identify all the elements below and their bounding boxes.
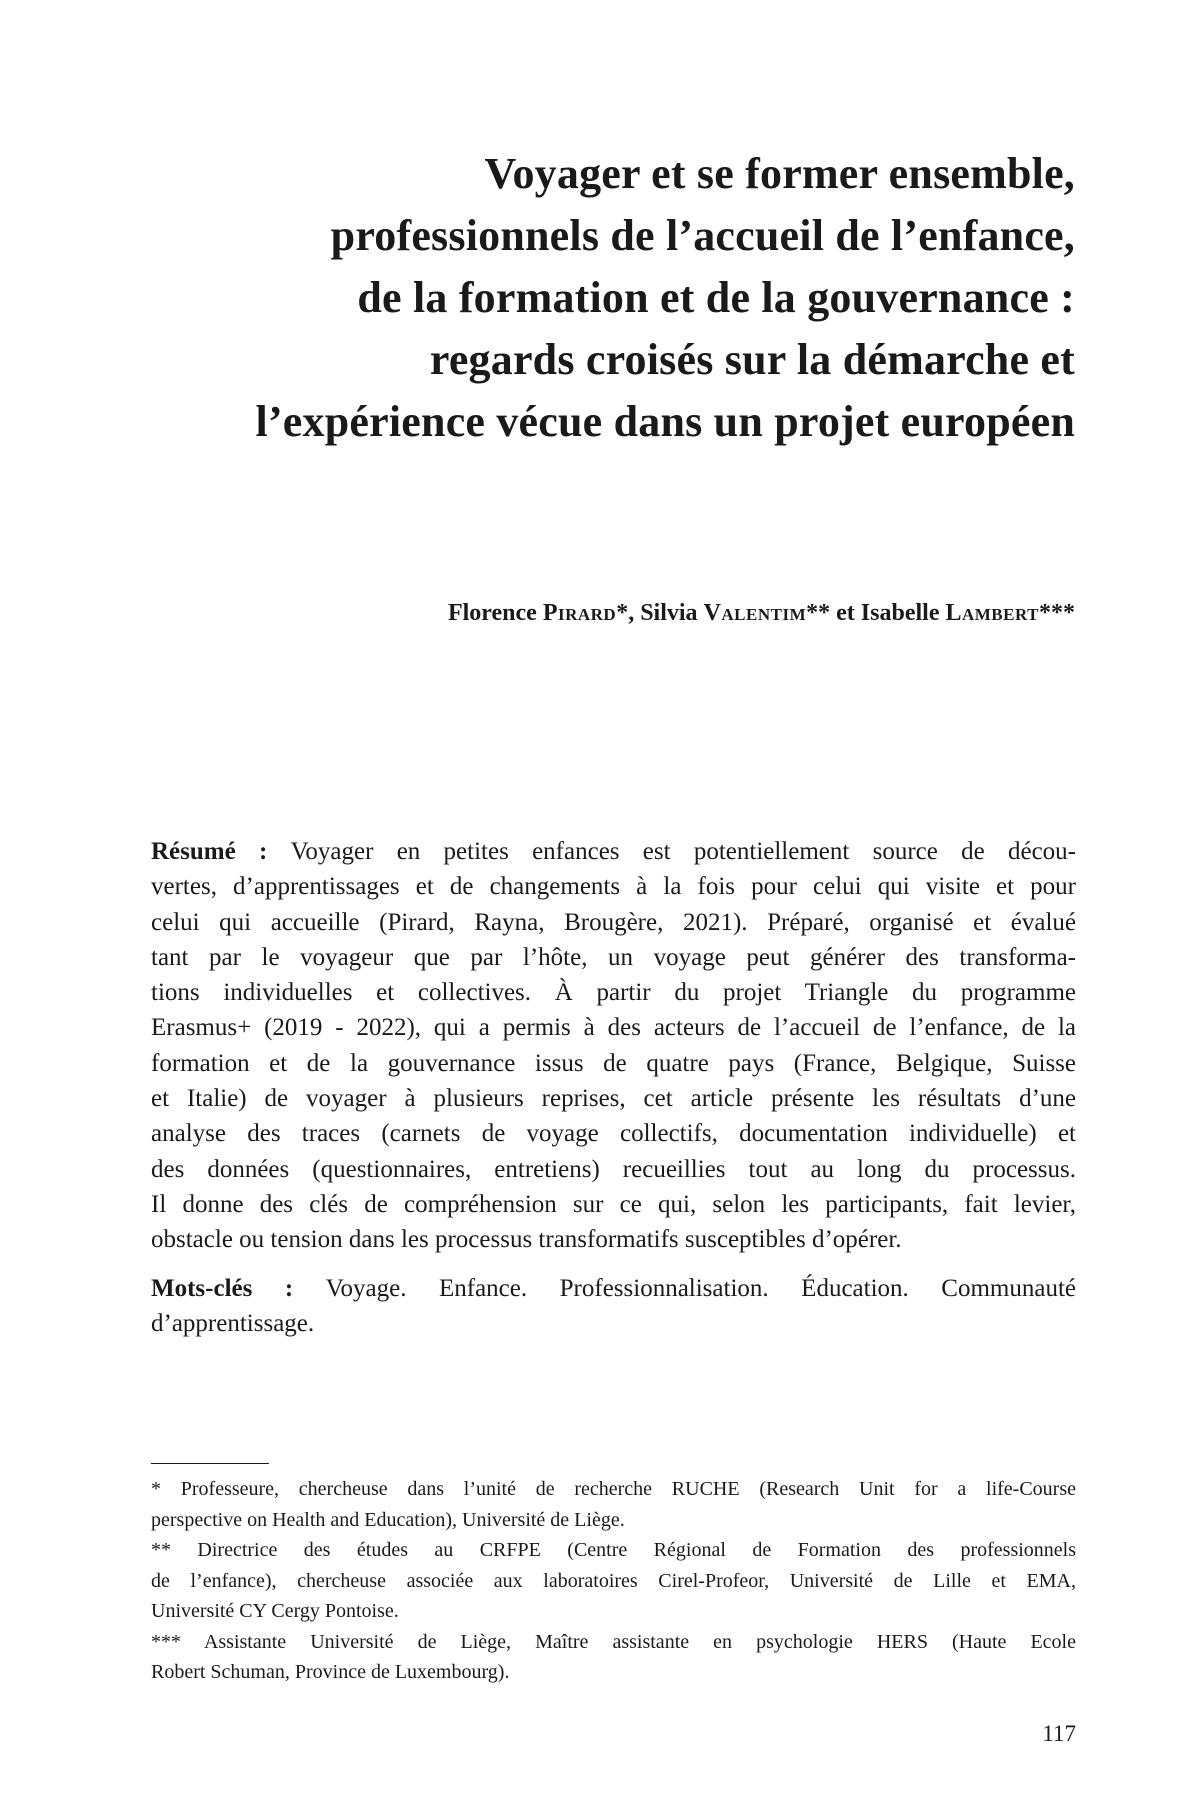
footnote-line: Université CY Cergy Pontoise. [151, 1600, 399, 1622]
abstract [151, 834, 1076, 1258]
author-last-name: Valentim [703, 600, 807, 626]
keywords-line [151, 1271, 1076, 1306]
footnote-marker: *, [616, 600, 641, 626]
title-line: professionnels de l’accueil de l’enfance, [330, 211, 1075, 260]
abstract-line: des données (questionnaires, entretiens) recueillies tout au long du processus. [151, 1155, 1076, 1183]
abstract-line: analyse des traces (carnets de voyage collectifs, documentation individuelle) et [151, 1120, 1076, 1148]
author-first-name: Florence [447, 600, 543, 626]
footnotes [151, 1474, 1076, 1688]
article-title [140, 143, 1075, 453]
footnote-line: Robert Schuman, Province de Luxembourg). [151, 1661, 510, 1683]
abstract-line: tant par le voyageur que par l’hôte, un voyage peut générer des transforma- [151, 943, 1076, 971]
footnote-line: * Professeure, chercheuse dans l’unité de recherche RUCHE (Research Unit for a life-Course [151, 1478, 1076, 1500]
footnote-line: ** Directrice des études au CRFPE (Centre Régional de Formation des professionnels [151, 1539, 1076, 1561]
title-line: l’expérience vécue dans un projet européen [255, 397, 1075, 446]
keywords-text: Voyage. Enfance. Professionnalisation. Éducation. Communauté [325, 1275, 1076, 1302]
abstract-line: et Italie) de voyager à plusieurs reprises, cet article présente les résultats d’une [151, 1085, 1076, 1113]
abstract-line: tions individuelles et collectives. À partir du projet Triangle du programme [151, 979, 1076, 1007]
footnote-line: de l’enfance), chercheuse associée aux laboratoires Cirel-Profeor, Université de Lille et EMA, [151, 1569, 1076, 1592]
abstract-line: obstacle ou tension dans les processus transformatifs susceptibles d’opérer. [151, 1226, 902, 1254]
footnote-line: *** Assistante Université de Liège, Maître assistante en psychologie HERS (Haute Ecole [151, 1630, 1076, 1653]
abstract-line: celui qui accueille (Pirard, Rayna, Brougère, 2021). Préparé, organisé et évalué [151, 908, 1076, 936]
keywords-label: Mots-clés : [151, 1275, 326, 1302]
footnote-marker: *** [1039, 600, 1075, 626]
author-last-name: Pirard [542, 600, 617, 626]
author-list [140, 596, 1075, 630]
footnote-marker: ** et [806, 600, 861, 626]
author-last-name: Lambert [945, 600, 1039, 626]
title-line: de la formation et de la gouvernance : [357, 273, 1075, 322]
abstract-line [151, 834, 1076, 869]
abstract-line: formation et de la gouvernance issus de quatre pays (France, Belgique, Suisse [151, 1049, 1076, 1077]
abstract-text: Voyager en petites enfances est potentiellement source de décou- [290, 838, 1077, 865]
abstract-line: Il donne des clés de compréhension sur ce qui, selon les participants, fait levier, [151, 1190, 1076, 1218]
keywords [151, 1271, 1076, 1341]
keywords-line: d’apprentissage. [151, 1310, 315, 1337]
abstract-line: vertes, d’apprentissages et de changements à la fois pour celui qui visite et pour [151, 873, 1076, 901]
page-number: 117 [1042, 1721, 1076, 1746]
title-line: regards croisés sur la démarche et [429, 335, 1075, 384]
title-line: Voyager et se former ensemble, [484, 149, 1075, 198]
abstract-line: Erasmus+ (2019 - 2022), qui a permis à des acteurs de l’accueil de l’enfance, de la [151, 1014, 1076, 1042]
footnote-line: perspective on Health and Education), Université de Liège. [151, 1508, 625, 1531]
author-first-name: Silvia [640, 600, 704, 626]
author-first-name: Isabelle [860, 600, 946, 626]
abstract-label: Résumé : [151, 838, 291, 865]
footnote-separator [151, 1463, 269, 1464]
